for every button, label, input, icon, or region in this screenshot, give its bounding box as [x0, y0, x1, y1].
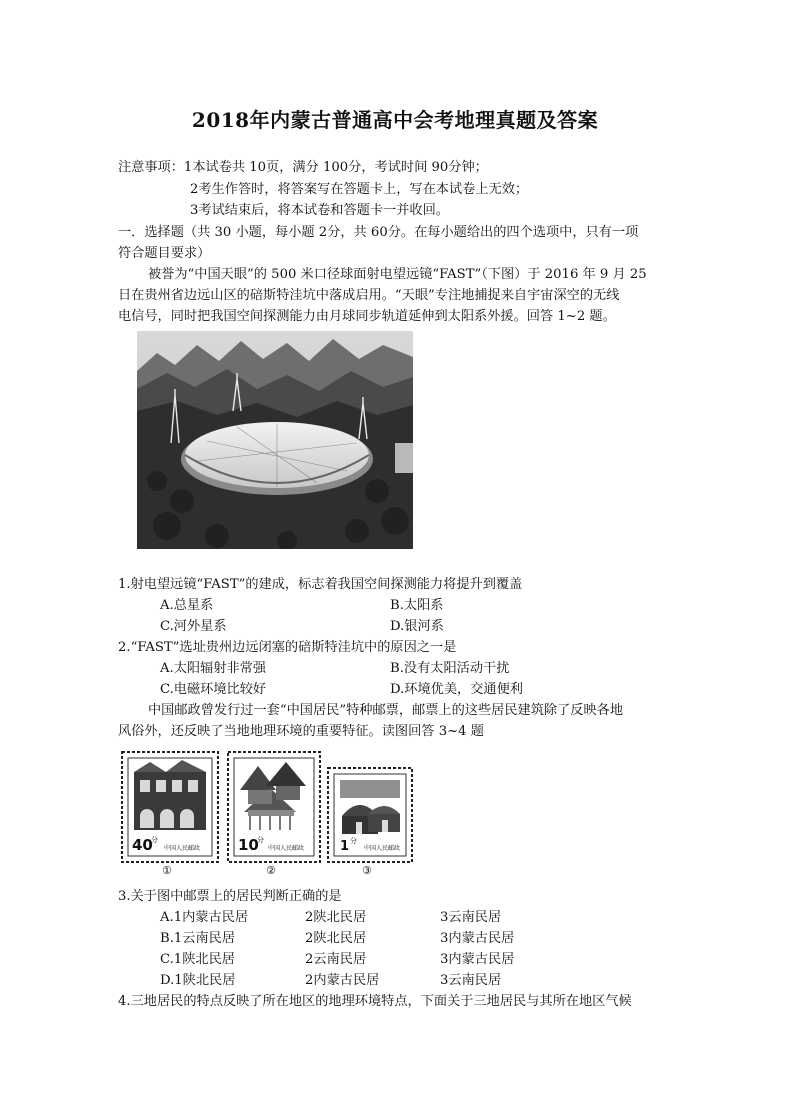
q3-a-1: A.1内蒙古民居 — [160, 910, 249, 925]
stamp-2-issuer: 中国人民邮政 — [268, 845, 305, 852]
q3-c-2: 2云南民居 — [305, 952, 367, 967]
stamp-1-unit: 分 — [151, 836, 158, 844]
q1-stem: 1.射电望远镜“FAST”的建成，标志着我国空间探测能力将提升到覆盖 — [118, 577, 523, 592]
stamp-2 — [228, 752, 320, 877]
q2-stem: 2.“FAST”选址贵州边远闭塞的碚斯特洼坑中的原因之一是 — [118, 640, 457, 655]
q3-d-3: 3云南民居 — [440, 973, 502, 988]
q3-b-2: 2陕北民居 — [305, 931, 367, 946]
q3-b-1: B.1云南民居 — [160, 931, 236, 946]
intro1-line-1: 被誉为“中国天眼”的 500 米口径球面射电望远镜“FAST”（下图）于 2016 年 9 月 25 — [148, 267, 647, 282]
q3-d-1: D.1陕北民居 — [160, 973, 236, 988]
q3-a-3: 3云南民居 — [440, 910, 502, 925]
note-line-1: 注意事项：1本试卷共 10页，满分 100分，考试时间 90分钟； — [118, 160, 488, 175]
stamp-3-value: 1 — [340, 839, 350, 854]
stamp-2-value: 10 — [238, 836, 259, 854]
q2-option-a: A.太阳辐射非常强 — [160, 661, 267, 676]
q2-option-d: D.环境优美，交通便利 — [390, 682, 523, 697]
q3-c-1: C.1陕北民居 — [160, 952, 235, 967]
q1-option-b: B.太阳系 — [390, 598, 444, 613]
intro2-line-2: 风俗外，还反映了当地地理环境的重要特征。读图回答 3~4 题 — [118, 724, 484, 739]
stamp-2-label: ② — [266, 864, 276, 877]
fast-telescope-photo — [137, 331, 413, 549]
stamp-3-label: ③ — [362, 864, 372, 877]
intro1-line-2: 日在贵州省边远山区的碚斯特洼坑中落成启用。“天眼”专注地捕捉来自宇宙深空的无线 — [118, 288, 620, 303]
q3-a-2: 2陕北民居 — [305, 910, 367, 925]
stamp-2-unit: 分 — [257, 836, 264, 844]
q2-option-c: C.电磁环境比较好 — [160, 682, 267, 697]
stamp-3 — [328, 768, 412, 877]
note-line-3: 3考试结束后，将本试卷和答题卡一并收回。 — [190, 203, 449, 218]
stamp-3-issuer: 中国人民邮政 — [364, 845, 401, 852]
q3-b-3: 3内蒙古民居 — [440, 931, 515, 946]
stamp-1-label: ① — [162, 864, 172, 877]
stamps-figure — [120, 750, 420, 878]
section-heading-cont: 符合题目要求） — [118, 246, 211, 261]
stamp-1 — [122, 752, 218, 877]
section-heading: 一．选择题（共 30 小题，每小题 2分，共 60分。在每小题给出的四个选项中，只有一项 — [118, 225, 639, 240]
q1-option-a: A.总星系 — [160, 598, 214, 613]
stamp-1-issuer: 中国人民邮政 — [164, 845, 201, 852]
q3-d-2: 2内蒙古民居 — [305, 973, 380, 988]
intro1-line-3: 电信号，同时把我国空间探测能力由月球同步轨道延伸到太阳系外援。回答 1~2 题。 — [118, 309, 616, 324]
q1-option-d: D.银河系 — [390, 619, 444, 634]
note-line-2: 2考生作答时，将答案写在答题卡上，写在本试卷上无效； — [190, 182, 529, 197]
q1-option-c: C.河外星系 — [160, 619, 227, 634]
q3-c-3: 3内蒙古民居 — [440, 952, 515, 967]
page-title: 2018年内蒙古普通高中会考地理真题及答案 — [191, 108, 599, 132]
q4-stem: 4.三地居民的特点反映了所在地区的地理环境特点，下面关于三地居民与其所在地区气候 — [118, 994, 632, 1009]
q3-stem: 3.关于图中邮票上的居民判断正确的是 — [118, 889, 342, 904]
stamp-3-unit: 分 — [350, 837, 357, 845]
stamp-1-value: 40 — [132, 836, 153, 854]
intro2-line-1: 中国邮政曾发行过一套“中国居民”特种邮票，邮票上的这些居民建筑除了反映各地 — [148, 703, 624, 718]
q2-option-b: B.没有太阳活动干扰 — [390, 661, 510, 676]
